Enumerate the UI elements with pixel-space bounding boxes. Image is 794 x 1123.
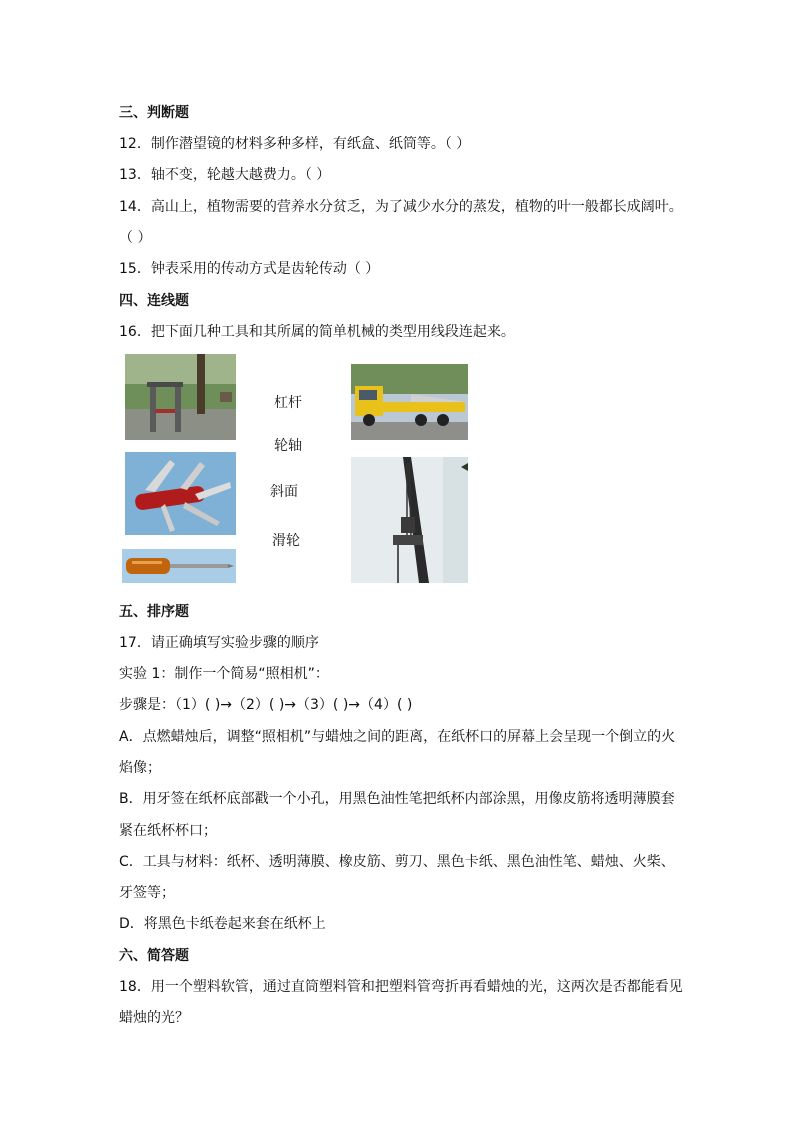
experiment-title: 实验 1：制作一个简易“照相机”： xyxy=(119,666,329,682)
option-c-line1: C．工具与材料：纸杯、透明薄膜、橡皮筋、剪刀、黑色卡纸、黑色油性笔、蜡烛、火柴、 xyxy=(119,854,675,870)
question-14: 14．高山上，植物需要的营养水分贫乏，为了减少水分的蒸发，植物的叶一般都长成阔叶。 xyxy=(119,199,683,215)
option-d: D．将黑色卡纸卷起来套在纸杯上 xyxy=(119,916,326,932)
crane-pulley-photo xyxy=(351,457,468,583)
label-lever: 杠杆 xyxy=(274,395,302,411)
steps-order: 步骤是：（1）( )→（2）( )→（3）( )→（4）( ) xyxy=(119,697,413,713)
option-c-line2: 牙签等； xyxy=(119,885,175,901)
option-b-line2: 紧在纸杯杯口； xyxy=(119,823,217,839)
question-16: 16．把下面几种工具和其所属的简单机械的类型用线段连起来。 xyxy=(119,324,515,340)
screwdriver-photo xyxy=(122,549,236,583)
question-13: 13．轴不变，轮越大越费力。（ ） xyxy=(119,167,331,183)
section-5-heading: 五、排序题 xyxy=(119,604,189,620)
fitness-equipment-photo xyxy=(125,354,236,440)
question-15: 15．钟表采用的传动方式是齿轮传动（ ） xyxy=(119,261,380,277)
question-12: 12．制作潜望镜的材料多种多样，有纸盒、纸筒等。（ ） xyxy=(119,136,471,152)
label-wheel-axle: 轮轴 xyxy=(274,438,302,454)
option-a-line1: A．点燃蜡烛后，调整“照相机”与蜡烛之间的距离，在纸杯口的屏幕上会呈现一个倒立的火 xyxy=(119,729,676,745)
label-inclined-plane: 斜面 xyxy=(270,484,298,500)
label-pulley: 滑轮 xyxy=(272,533,300,549)
swiss-army-knife-photo xyxy=(125,452,236,535)
question-17: 17．请正确填写实验步骤的顺序 xyxy=(119,635,319,651)
section-6-heading: 六、简答题 xyxy=(119,948,189,964)
question-14-blank: （ ） xyxy=(119,230,152,246)
question-18-line1: 18．用一个塑料软管，通过直筒塑料管和把塑料管弯折再看蜡烛的光，这两次是否都能看见 xyxy=(119,979,683,995)
section-4-heading: 四、连线题 xyxy=(119,293,189,309)
option-b-line1: B．用牙签在纸杯底部戳一个小孔，用黑色油性笔把纸杯内部涂黑，用像皮筋将透明薄膜套 xyxy=(119,791,675,807)
option-a-line2: 焰像； xyxy=(119,760,161,776)
question-18-line2: 蜡烛的光？ xyxy=(119,1010,189,1026)
section-3-heading: 三、判断题 xyxy=(119,105,189,121)
tow-truck-photo xyxy=(351,364,468,440)
